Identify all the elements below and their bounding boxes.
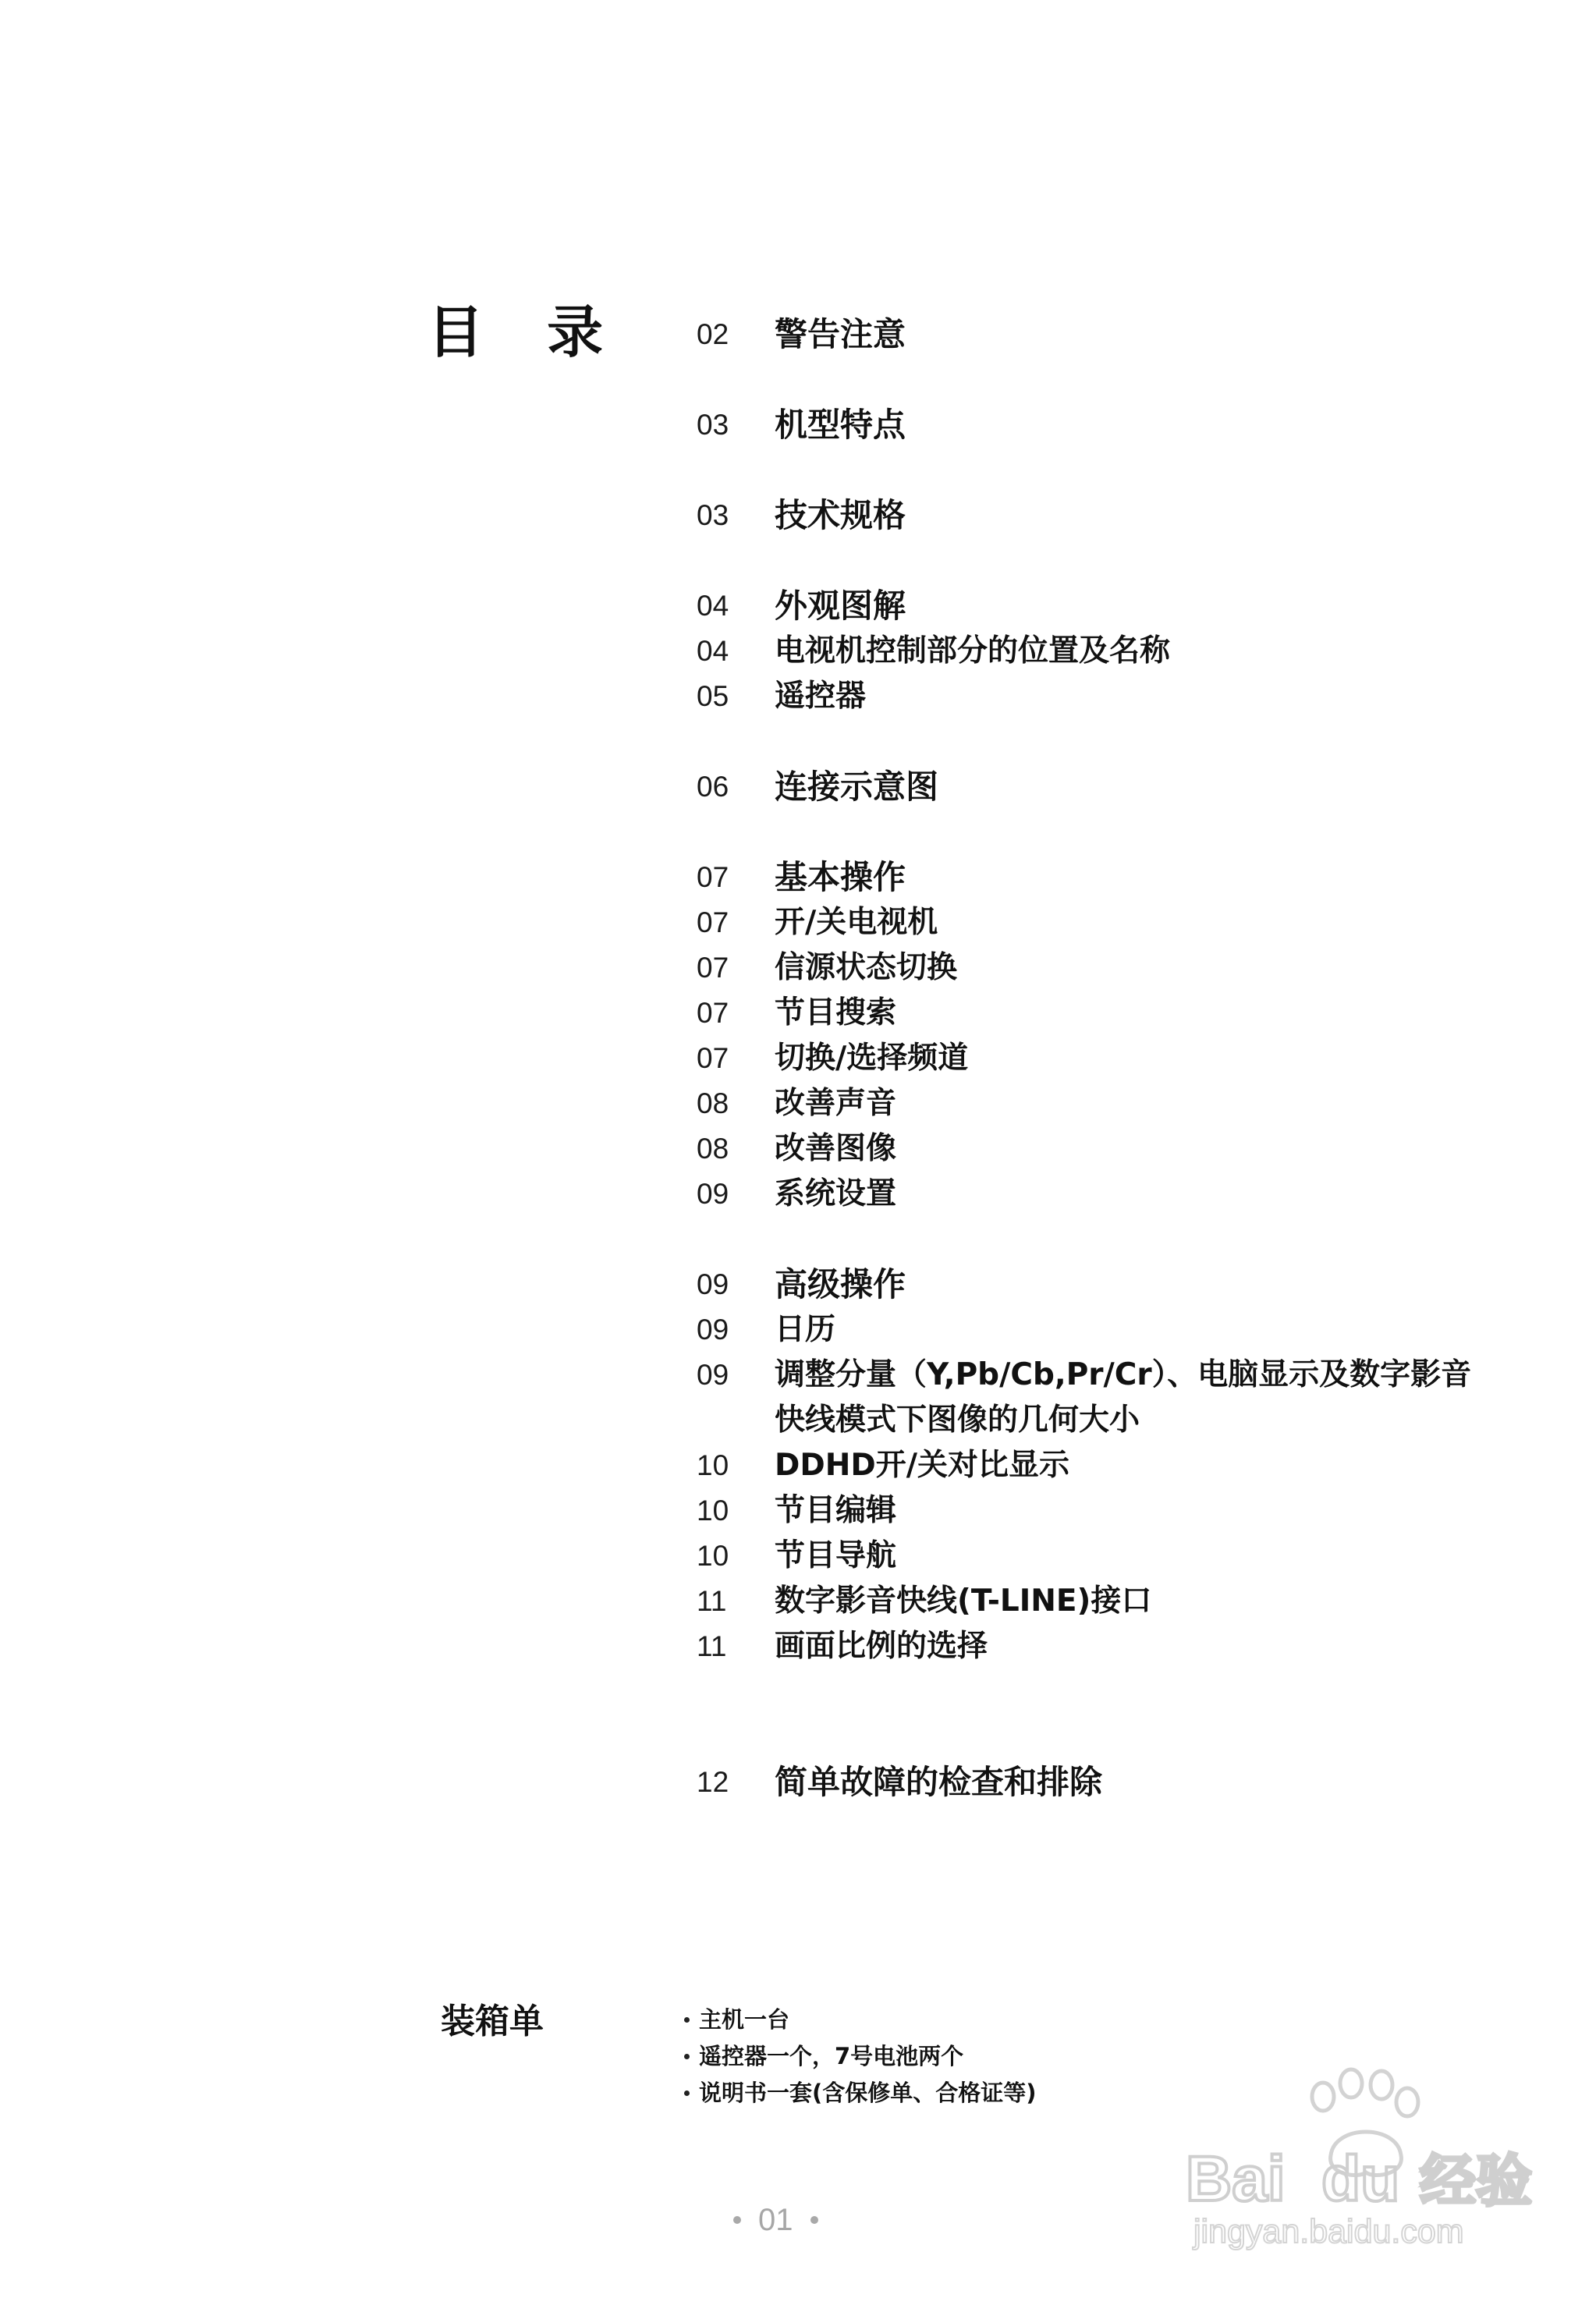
toc-title: 数字影音快线(T-LINE)接口 <box>775 1583 1152 1619</box>
toc-entry-program-guide[interactable] <box>697 1534 1555 1579</box>
toc-title: 信源状态切换 <box>775 950 958 985</box>
toc-entry-program-edit[interactable] <box>697 1488 1555 1534</box>
packing-item <box>684 2002 1037 2038</box>
toc-page-number: 10 <box>697 1449 729 1481</box>
dot-icon <box>810 2216 818 2224</box>
toc-entry-tline[interactable] <box>697 1579 1555 1624</box>
bullet-icon <box>684 2054 690 2059</box>
packing-item-text: 遥控器一个，7号电池两个 <box>699 2043 964 2069</box>
toc-title: 简单故障的检查和排除 <box>775 1763 1103 1801</box>
toc-title: 警告注意 <box>775 315 906 353</box>
toc-title: 切换/选择频道 <box>775 1041 969 1076</box>
toc-entry-remote[interactable] <box>697 674 1555 719</box>
dot-icon <box>733 2216 741 2224</box>
toc-entry-control-panel[interactable] <box>697 629 1555 674</box>
toc-page-number: 06 <box>697 771 729 803</box>
page-number <box>733 2204 818 2236</box>
svg-text:jingyan.baidu.com: jingyan.baidu.com <box>1193 2213 1464 2250</box>
toc-title: 技术规格 <box>775 496 906 534</box>
packing-item <box>684 2075 1037 2112</box>
toc-title: 电视机控制部分的位置及名称 <box>775 633 1171 668</box>
packing-list <box>684 2002 1037 2112</box>
toc-page-number: 07 <box>697 952 729 984</box>
toc-entry-advanced[interactable] <box>697 1262 1555 1307</box>
bullet-icon <box>684 2017 690 2023</box>
toc-entry-calendar[interactable] <box>697 1307 1555 1353</box>
toc-entry-channel[interactable] <box>697 1036 1555 1081</box>
bullet-icon <box>684 2090 690 2096</box>
packing-item <box>684 2038 1037 2075</box>
toc-title: 开/关电视机 <box>775 905 938 940</box>
toc-entry-warning[interactable] <box>697 312 1555 357</box>
toc-entry-search[interactable] <box>697 991 1555 1036</box>
toc-page-number: 07 <box>697 1042 729 1074</box>
toc-entry-connection[interactable] <box>697 764 1555 810</box>
toc-page-number: 12 <box>697 1766 729 1798</box>
svg-text:Bai: Bai <box>1186 2144 1286 2215</box>
toc-page-number: 04 <box>697 635 729 667</box>
toc-page-number: 09 <box>697 1359 729 1391</box>
toc-entry-ddhd[interactable] <box>697 1443 1555 1488</box>
toc-page-number: 11 <box>697 1585 727 1617</box>
toc-page-number: 08 <box>697 1087 729 1119</box>
toc-title: 机型特点 <box>775 406 906 444</box>
page-number-text: 01 <box>758 2203 793 2237</box>
toc-title: 改善图像 <box>775 1131 897 1166</box>
toc-title: 改善声音 <box>775 1086 897 1121</box>
toc-title: 高级操作 <box>775 1265 906 1303</box>
toc-entry-picture[interactable] <box>697 1126 1555 1172</box>
toc-entry-specs[interactable] <box>697 493 1555 538</box>
toc-page-number: 09 <box>697 1268 729 1300</box>
toc-title: 日历 <box>775 1312 836 1347</box>
toc-entry-troubleshooting[interactable] <box>697 1760 1555 1805</box>
toc-page-number: 04 <box>697 590 729 622</box>
toc-title: DDHD开/关对比显示 <box>775 1448 1070 1483</box>
toc-page-number: 03 <box>697 499 729 531</box>
toc-title: 系统设置 <box>775 1176 897 1211</box>
toc-entry-features[interactable] <box>697 402 1555 448</box>
toc-entry-system[interactable] <box>697 1172 1555 1217</box>
packing-list-label: 装箱单 <box>441 2002 544 2041</box>
toc-title: 画面比例的选择 <box>775 1629 988 1664</box>
toc-page-number: 10 <box>697 1540 729 1572</box>
toc-page-number: 07 <box>697 997 729 1029</box>
toc-entry-source[interactable] <box>697 945 1555 991</box>
toc-page-number: 05 <box>697 680 729 712</box>
toc-title: 节目搜索 <box>775 995 897 1030</box>
toc-entry-basic-ops[interactable] <box>697 855 1555 900</box>
toc-page-number: 08 <box>697 1133 729 1165</box>
toc-title: 节目编辑 <box>775 1493 897 1528</box>
toc-entry-geometry[interactable] <box>697 1353 1555 1443</box>
toc-title: 外观图解 <box>775 587 906 625</box>
toc-title: 遥控器 <box>775 679 867 714</box>
toc-title: 节目导航 <box>775 1538 897 1573</box>
toc-page-number: 09 <box>697 1178 729 1210</box>
toc-page-number: 09 <box>697 1314 729 1346</box>
toc-entry-aspect-ratio[interactable] <box>697 1624 1555 1669</box>
toc-title: 基本操作 <box>775 858 906 896</box>
toc-entry-power[interactable] <box>697 900 1555 945</box>
baidu-jingyan-watermark <box>1175 2062 1565 2257</box>
toc-page-number: 11 <box>697 1630 727 1662</box>
svg-text:经验: 经验 <box>1420 2148 1533 2214</box>
toc-page-number: 02 <box>697 318 729 350</box>
svg-text:du: du <box>1321 2144 1400 2215</box>
toc-title: 调整分量（Y,Pb/Cb,Pr/Cr）、电脑显示及数字影音快线模式下图像的几何大小 <box>775 1357 1472 1438</box>
page-title: 目 录 <box>427 300 626 365</box>
packing-item-text: 主机一台 <box>699 2006 790 2033</box>
toc-title: 连接示意图 <box>775 768 939 806</box>
toc-entry-sound[interactable] <box>697 1081 1555 1126</box>
toc-page-number: 07 <box>697 906 729 938</box>
baidu-paw-logo-icon <box>1175 2062 1565 2257</box>
toc-entry-appearance[interactable] <box>697 583 1555 629</box>
packing-item-text: 说明书一套(含保修单、合格证等) <box>699 2080 1037 2106</box>
toc-page-number: 07 <box>697 861 729 893</box>
table-of-contents <box>697 312 1555 1805</box>
toc-page-number: 10 <box>697 1495 729 1527</box>
toc-page-number: 03 <box>697 409 729 441</box>
